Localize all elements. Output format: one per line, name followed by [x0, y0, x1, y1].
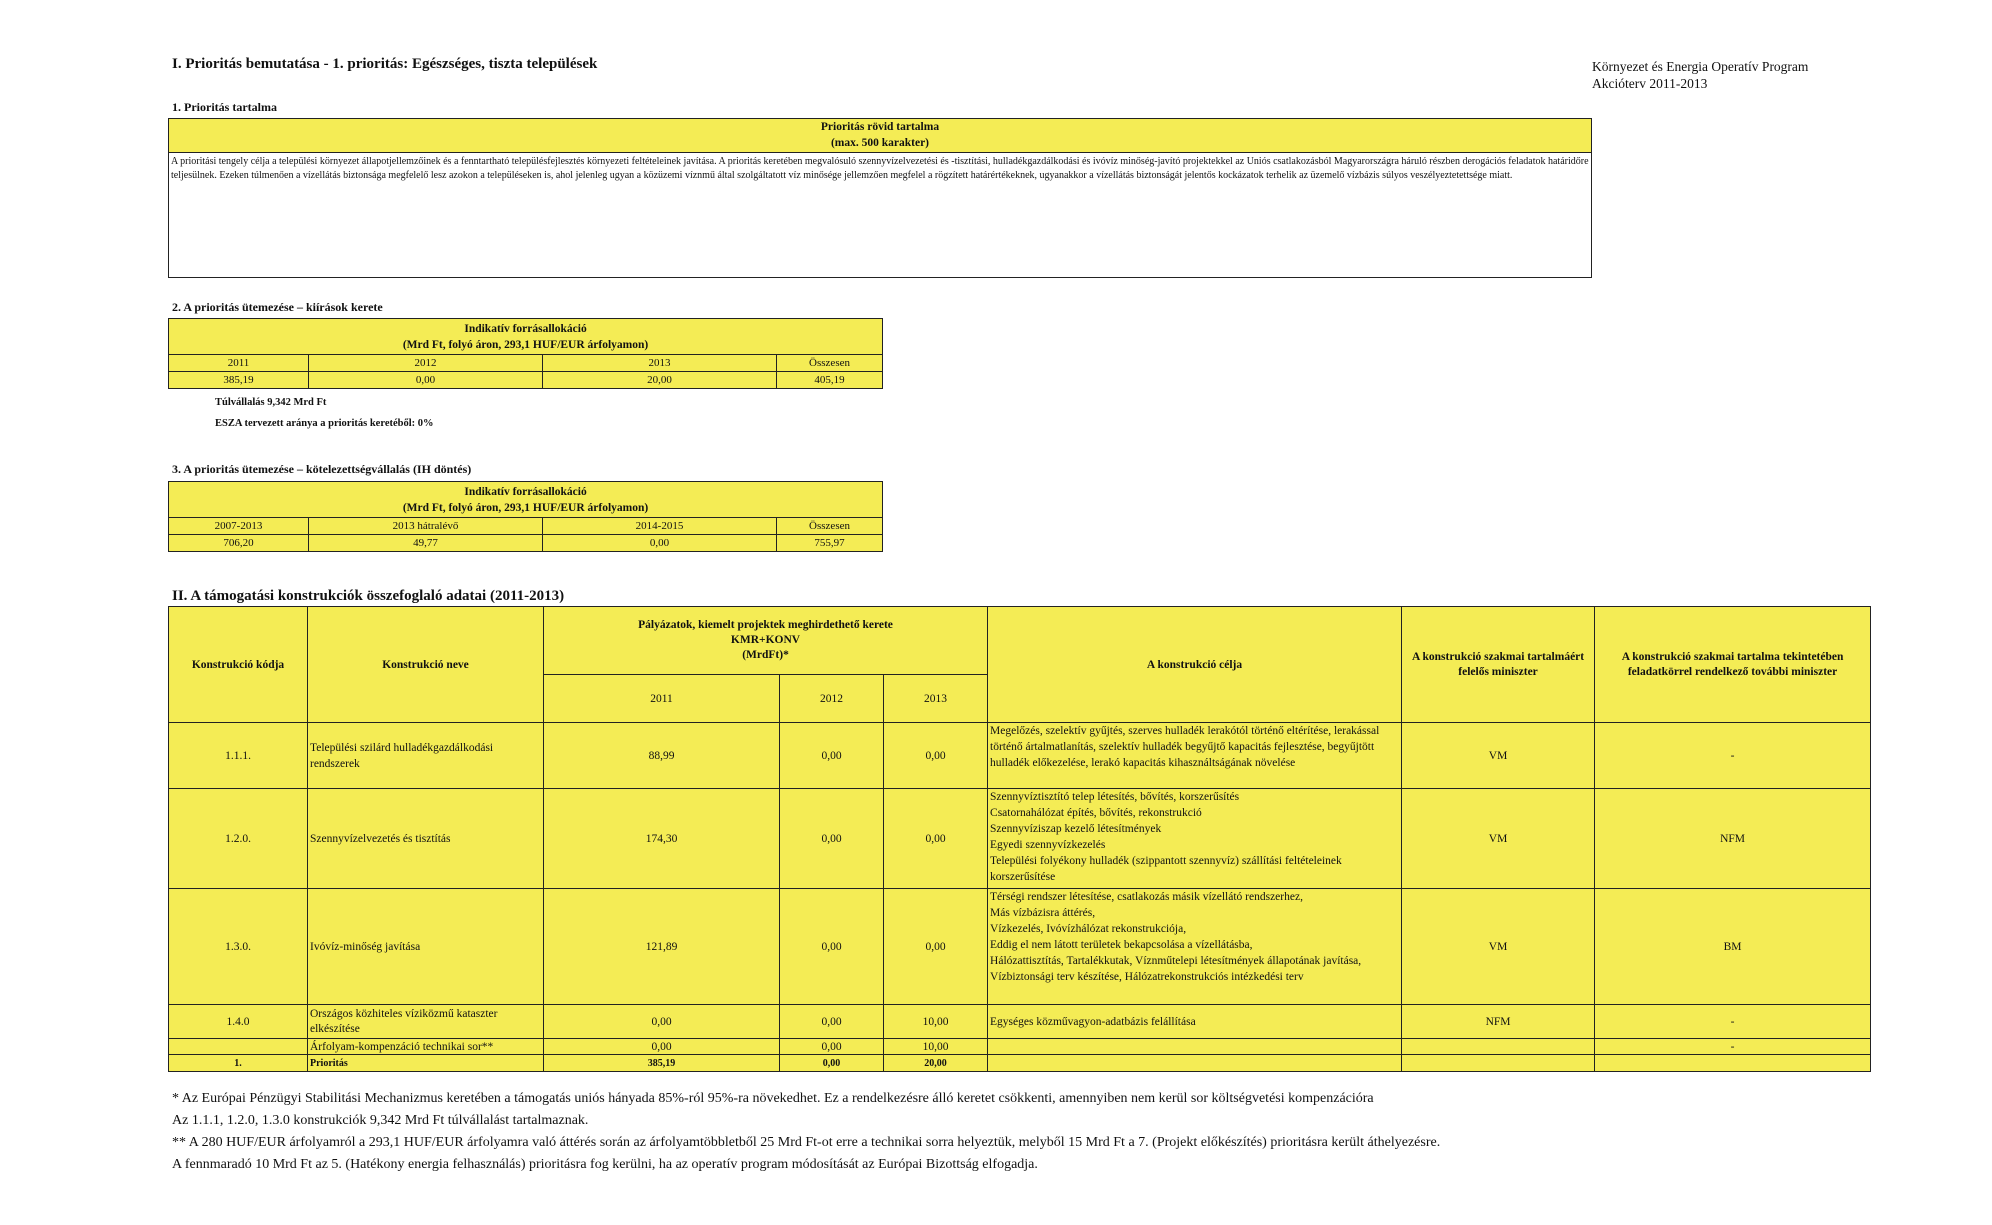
row-2012: 0,00 [780, 1039, 884, 1055]
allocation-title-line1: Indikatív forrásallokáció [464, 485, 587, 498]
allocation-title-line1: Indikatív forrásallokáció [464, 322, 587, 335]
row-other-minister: - [1595, 1005, 1871, 1039]
allocation-table-calls-value-row [169, 372, 883, 389]
row-other-minister: NFM [1595, 789, 1871, 889]
program-name-line1: Környezet és Energia Operatív Program [1592, 59, 1809, 74]
priority-summary-subtitle: (max. 500 karakter) [830, 137, 930, 149]
row-2013: 0,00 [884, 723, 988, 789]
value-cell: 706,20 [169, 535, 309, 552]
overcommitment-note: Túlvállalás 9,342 Mrd Ft [215, 397, 327, 408]
table-row [169, 1005, 1871, 1039]
row-code [169, 1039, 308, 1055]
value-cell: 755,97 [777, 535, 883, 552]
header-frame: Pályázatok, kiemelt projektek meghirdethető kerete KMR+KONV (MrdFt)* [544, 607, 988, 675]
section1-heading: 1. Prioritás tartalma [172, 100, 277, 114]
col-header: 2013 hátralévő [309, 518, 543, 535]
table-row [169, 789, 1871, 889]
priority-summary-header [169, 119, 1591, 153]
section3-heading: 3. A prioritás ütemezése – kötelezettségvállalás (IH döntés) [172, 462, 472, 476]
row-goal: Egységes közművagyon-adatbázis felállítása [988, 1005, 1402, 1039]
row-2012: 0,00 [780, 1005, 884, 1039]
table-row [169, 889, 1871, 1005]
col-header: 2014-2015 [543, 518, 777, 535]
row-2012: 0,00 [780, 889, 884, 1005]
row-goal [988, 1039, 1402, 1055]
total-minister [1402, 1055, 1595, 1072]
row-2011: 0,00 [544, 1039, 780, 1055]
value-cell: 20,00 [543, 372, 777, 389]
row-code: 1.4.0 [169, 1005, 308, 1039]
row-minister: NFM [1402, 1005, 1595, 1039]
allocation-table-commitments [168, 481, 883, 552]
header-name: Konstrukció neve [308, 607, 544, 723]
total-code: 1. [169, 1055, 308, 1072]
row-2013: 10,00 [884, 1005, 988, 1039]
row-code: 1.1.1. [169, 723, 308, 789]
row-2013: 10,00 [884, 1039, 988, 1055]
row-goal: Szennyvíztisztító telep létesítés, bővítés, korszerűsítés Csatornahálózat építés, bővítés, rekonstrukció Szennyvíziszap kezelő létesítmények Egyedi szennyvízkezelés Települési folyékony hulladék (szippantott szennyvíz) szállítási feltételeinek korszerűsítése [988, 789, 1402, 889]
row-name: Ivóvíz-minőség javítása [308, 889, 544, 1005]
col-header: Összesen [777, 355, 883, 372]
row-name: Árfolyam-kompenzáció technikai sor** [308, 1039, 544, 1055]
priority-summary-title: Prioritás rövid tartalma [820, 121, 940, 133]
row-other-minister: - [1595, 1039, 1871, 1055]
esza-note: ESZA tervezett aránya a prioritás keretéből: 0% [215, 418, 434, 429]
allocation-table-commitments-header-row [169, 518, 883, 535]
col-header: 2007-2013 [169, 518, 309, 535]
col-header: 2013 [543, 355, 777, 372]
allocation-table-commitments-title [169, 482, 883, 518]
allocation-table-commitments-value-row [169, 535, 883, 552]
footnote: ** A 280 HUF/EUR árfolyamról a 293,1 HUF/EUR árfolyamra való áttérés során az árfolyamtöbbletből 25 Mrd Ft-ot erre a technikai sorra helyeztük, melyből 15 Mrd Ft a 7. (Projekt előkészítés) prioritásra került áthelyezésre. [172, 1135, 1441, 1150]
allocation-title-line2: (Mrd Ft, folyó áron, 293,1 HUF/EUR árfolyamon) [402, 501, 649, 514]
allocation-table-calls-title-row [169, 319, 883, 355]
row-goal: Térségi rendszer létesítése, csatlakozás másik vízellátó rendszerhez, Más vízbázisra áttérés, Vízkezelés, Ivóvízhálózat rekonstrukciója, Eddig el nem látott területek bekapcsolása a vízellátásba, Hálózattisztítás, Tartalékkutak, Víznműtelepi létesítmények állapotának javítása, Vízbiztonsági terv készítése, Hálózatrekonstrukciós intézkedési terv [988, 889, 1402, 1005]
row-code: 1.3.0. [169, 889, 308, 1005]
total-name: Prioritás [308, 1055, 544, 1072]
row-other-minister: BM [1595, 889, 1871, 1005]
footnote: * Az Európai Pénzügyi Stabilitási Mechanizmus keretében a támogatás uniós hányada 85%-ról 95%-ra növekedhet. Ez a rendelkezésre álló keretet csökkenti, amennyiben nem kerül sor költségvetési kompenzációra [172, 1091, 1374, 1106]
row-name: Települési szilárd hulladékgazdálkodási rendszerek [308, 723, 544, 789]
value-cell: 405,19 [777, 372, 883, 389]
table-row [169, 723, 1871, 789]
program-name [1592, 58, 1808, 92]
row-code: 1.2.0. [169, 789, 308, 889]
constructions-table [168, 606, 1871, 1072]
footnote: Az 1.1.1, 1.2.0, 1.3.0 konstrukciók 9,342 Mrd Ft túlvállalást tartalmaznak. [172, 1113, 589, 1128]
row-2011: 174,30 [544, 789, 780, 889]
row-minister: VM [1402, 723, 1595, 789]
priority-summary-text: A prioritási tengely célja a települési környezet állapotjellemzőinek és a fenntartható településfejlesztés környezeti feltételeinek javítása. A prioritás keretében megvalósuló szennyvízelvezetési és -tisztítási, hulladékgazdálkodási és ivóvíz minőség-javító projektekkel az Uniós csatlakozásból Magyarországra háruló részben derogációs feladatok határidőre teljesülnek. Ezeken túlmenően a vízellátás biztonsága megfelelő lesz azokon a településeken is, ahol jelenleg ugyan a közüzemi víznmű által szolgáltatott víz minősége jellemzően megfelel a rögzített határértékeknek, ugyanakkor a vízellátás biztonságát jelentős kockázatok terhelik az üzemelő vízbázis súlyos veszélyeztetettsége miatt. [171, 156, 1589, 181]
footnote: A fennmaradó 10 Mrd Ft az 5. (Hatékony energia felhasználás) prioritásra fog kerülni, ha az operatív program módosítását az Európai Bizottság elfogadja. [172, 1157, 1038, 1172]
total-goal [988, 1055, 1402, 1072]
allocation-table-calls-title [169, 319, 883, 355]
header-responsible-minister: A konstrukció szakmai tartalmáért felelős miniszter [1402, 607, 1595, 723]
row-minister [1402, 1039, 1595, 1055]
row-goal: Megelőzés, szelektív gyűjtés, szerves hulladék lerakótól történő eltérítése, lerakással történő ártalmatlanítás, szelektív hulladék begyűjtő kapacitás fejlesztése, begyűjtött hulladék előkezelése, lerakó kapacitás kihasználtságának növelése [988, 723, 1402, 789]
total-row [169, 1055, 1871, 1072]
value-cell: 385,19 [169, 372, 309, 389]
row-minister: VM [1402, 789, 1595, 889]
total-other-minister [1595, 1055, 1871, 1072]
row-other-minister: - [1595, 723, 1871, 789]
value-cell: 0,00 [543, 535, 777, 552]
value-cell: 0,00 [309, 372, 543, 389]
header-year: 2011 [544, 675, 780, 723]
row-minister: VM [1402, 889, 1595, 1005]
header-goal: A konstrukció célja [988, 607, 1402, 723]
row-2011: 0,00 [544, 1005, 780, 1039]
row-name: Szennyvízelvezetés és tisztítás [308, 789, 544, 889]
allocation-table-commitments-title-row [169, 482, 883, 518]
row-2012: 0,00 [780, 789, 884, 889]
section-ii-heading: II. A támogatási konstrukciók összefoglaló adatai (2011-2013) [172, 588, 565, 604]
header-other-minister: A konstrukció szakmai tartalma tekintetében feladatkörrel rendelkező további miniszter [1595, 607, 1871, 723]
row-2011: 121,89 [544, 889, 780, 1005]
allocation-table-calls [168, 318, 883, 389]
priority-summary-box [168, 118, 1592, 278]
total-2011: 385,19 [544, 1055, 780, 1072]
col-header: 2012 [309, 355, 543, 372]
table-row [169, 1039, 1871, 1055]
header-year: 2012 [780, 675, 884, 723]
allocation-table-calls-header-row [169, 355, 883, 372]
footnotes [172, 1088, 1932, 1176]
col-header: 2011 [169, 355, 309, 372]
row-2012: 0,00 [780, 723, 884, 789]
header-year: 2013 [884, 675, 988, 723]
page-title: I. Prioritás bemutatása - 1. prioritás: Egészséges, tiszta települések [172, 56, 598, 72]
total-2012: 0,00 [780, 1055, 884, 1072]
header-code: Konstrukció kódja [169, 607, 308, 723]
value-cell: 49,77 [309, 535, 543, 552]
row-name: Országos közhiteles víziközmű kataszter elkészítése [308, 1005, 544, 1039]
row-2013: 0,00 [884, 889, 988, 1005]
total-2013: 20,00 [884, 1055, 988, 1072]
program-name-line2: Akcióterv 2011-2013 [1592, 76, 1708, 91]
constructions-header-row [169, 607, 1871, 675]
row-2011: 88,99 [544, 723, 780, 789]
section2-heading: 2. A prioritás ütemezése – kiírások kerete [172, 300, 383, 314]
col-header: Összesen [777, 518, 883, 535]
row-2013: 0,00 [884, 789, 988, 889]
allocation-title-line2: (Mrd Ft, folyó áron, 293,1 HUF/EUR árfolyamon) [402, 338, 649, 351]
